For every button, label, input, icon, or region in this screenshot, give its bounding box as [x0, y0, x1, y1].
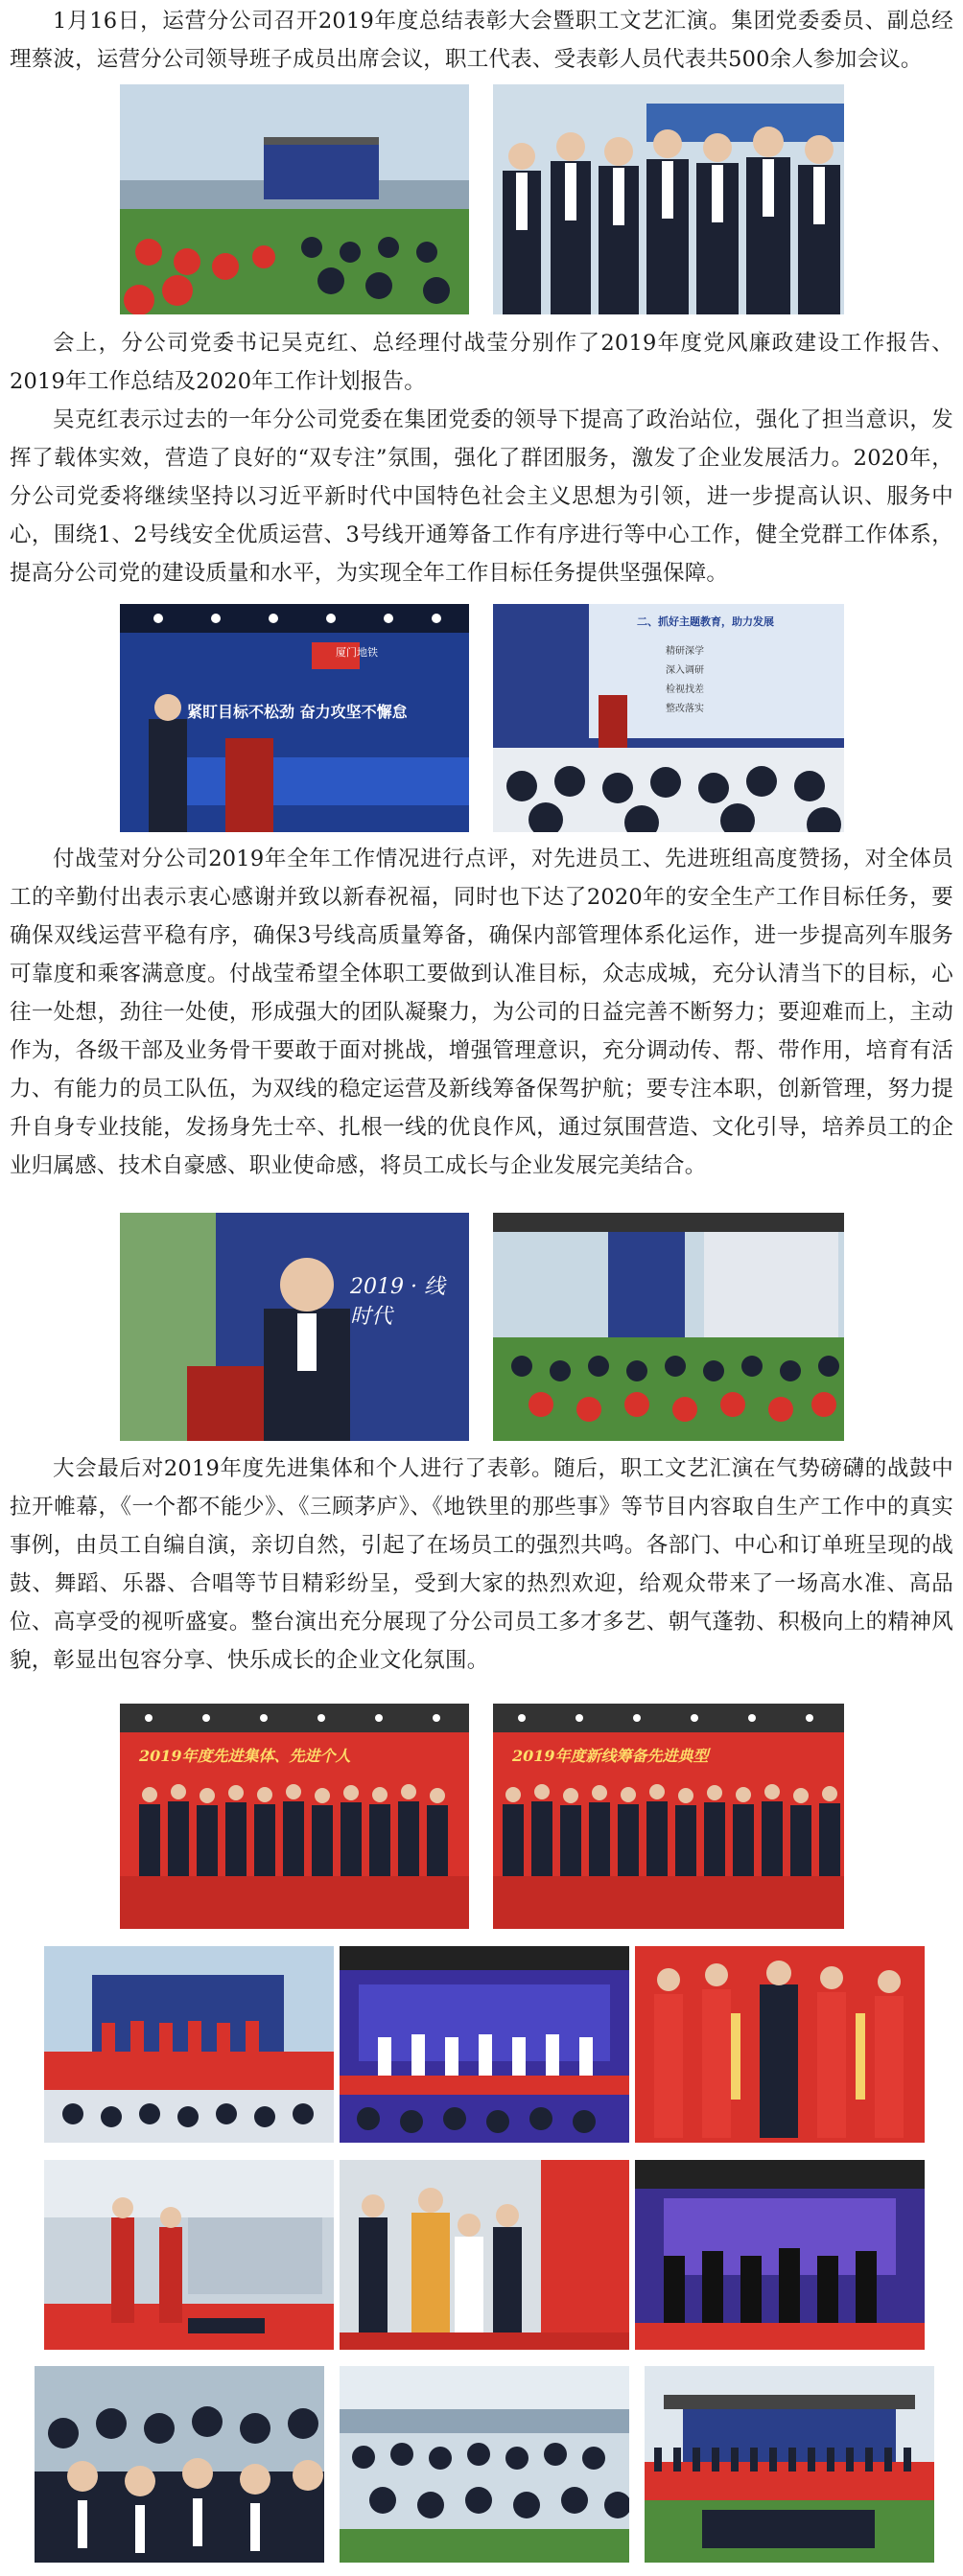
photo-performance-1	[44, 1946, 334, 2143]
slide-item: 深入调研	[666, 665, 704, 676]
paragraph-fu-zhanying: 付战莹对分公司2019年全年工作情况进行点评，对先进员工、先进班组高度赞扬，对全体员工的辛勤付出表示衷心感谢并致以新春祝福，同时也下达了2020年的安全生产工作目标任务，要确保双线运营平稳有序，确保3号线高质量筹备，确保内部管理体系化运作，进一步提高列车服务可靠度和乘客满意度。付战莹希望全体职工要做到认准目标，众志成城，充分认清当下的目标，心往一处想，劲往一处使，形成强大的团队凝聚力，为公司的日益完善不断努力；要迎难而上，主动作为，各级干部及业务骨干要敢于面对挑战，增强管理意识，充分调动传、帮、带作用，培育有活力、有能力的员工队伍，为双线的稳定运营及新线筹备保驾护航；要专注本职，创新管理，努力提升自身专业技能，发扬身先士卒、扎根一线的优良作风，通过氛围营造、文化引导，培养员工的企业归属感、技术自豪感、职业使命感，将员工成长与企业发展完美结合。	[10, 847, 953, 1178]
paragraph-reports: 会上，分公司党委书记吴克红、总经理付战莹分别作了2019年度党风廉政建设工作报告、2019年工作总结及2020年工作计划报告。	[10, 331, 953, 394]
photo-skit-1	[44, 2160, 334, 2350]
paragraph-intro: 1月16日，运营分公司召开2019年度总结表彰大会暨职工文艺汇演。集团党委委员、副总经理蔡波，运营分公司领导班子成员出席会议，职工代表、受表彰人员代表共500余人参加会议。	[10, 9, 953, 72]
award-banner-1: 2019年度先进集体、先进个人	[139, 1747, 351, 1765]
photo-outdoor-meeting	[120, 84, 469, 314]
photo-audience-cheering	[35, 2366, 324, 2563]
photo-award-group-1	[120, 1704, 469, 1929]
award-banner-2: 2019年度新线筹备先进典型	[512, 1747, 709, 1765]
paragraph-awards-performance: 大会最后对2019年度先进集体和个人进行了表彰。随后，职工文艺汇演在气势磅礴的战鼓中拉开帷幕，《一个都不能少》、《三顾茅庐》、《地铁里的那些事》等节目内容取自生产工作中的真实事例，由员工自编自演，亲切自然，引起了在场员工的强烈共鸣。各部门、中心和订单班呈现的战鼓、舞蹈、乐器、合唱等节目精彩纷呈，受到大家的热烈欢迎，给观众带来了一场高水准、高品位、高享受的视听盛宴。整台演出充分展现了分公司员工多才多艺、朝气蓬勃、积极向上的精神风貌，彰显出包容分享、快乐成长的企业文化氛围。	[10, 1456, 953, 1673]
photo-stage-overview	[645, 2366, 934, 2563]
photo-presentation-slide	[493, 604, 844, 832]
backdrop-slogan: 紧盯目标不松劲 奋力攻坚不懈怠	[187, 703, 408, 721]
photo-skit-2	[340, 2160, 629, 2350]
photo-leaders-standing	[493, 84, 844, 314]
backdrop-text: 2019 · 线时代	[350, 1275, 445, 1329]
logo-text: 厦门地铁	[336, 646, 378, 659]
slide-item: 整改落实	[666, 704, 704, 714]
slide-item: 检视找差	[666, 685, 704, 695]
photo-performance-2	[340, 1946, 629, 2143]
slide-item: 精研深学	[666, 646, 704, 657]
photo-audience-seated	[340, 2366, 629, 2563]
photo-speaker-podium	[120, 604, 469, 832]
paragraph-wu-kehong: 吴克红表示过去的一年分公司党委在集团党委的领导下提高了政治站位，强化了担当意识，发挥了载体实效，营造了良好的“双专注”氛围，强化了群团服务，激发了企业发展活力。2020年，分公司党委将继续坚持以习近平新时代中国特色社会主义思想为引领，进一步提高认识、服务中心，围绕1、2号线安全优质运营、3号线开通筹备工作有序进行等中心工作，健全党群工作体系，提高分公司党的建设质量和水平，为实现全年工作目标任务提供坚强保障。	[10, 407, 953, 586]
slide-title: 二、抓好主题教育，助力发展	[637, 615, 774, 628]
photo-dance	[635, 2160, 925, 2350]
photo-award-group-2	[493, 1704, 844, 1929]
photo-speaker-closeup	[120, 1213, 469, 1441]
photo-stage-wide	[493, 1213, 844, 1441]
photo-performance-red	[635, 1946, 925, 2143]
slide-items	[666, 642, 704, 719]
